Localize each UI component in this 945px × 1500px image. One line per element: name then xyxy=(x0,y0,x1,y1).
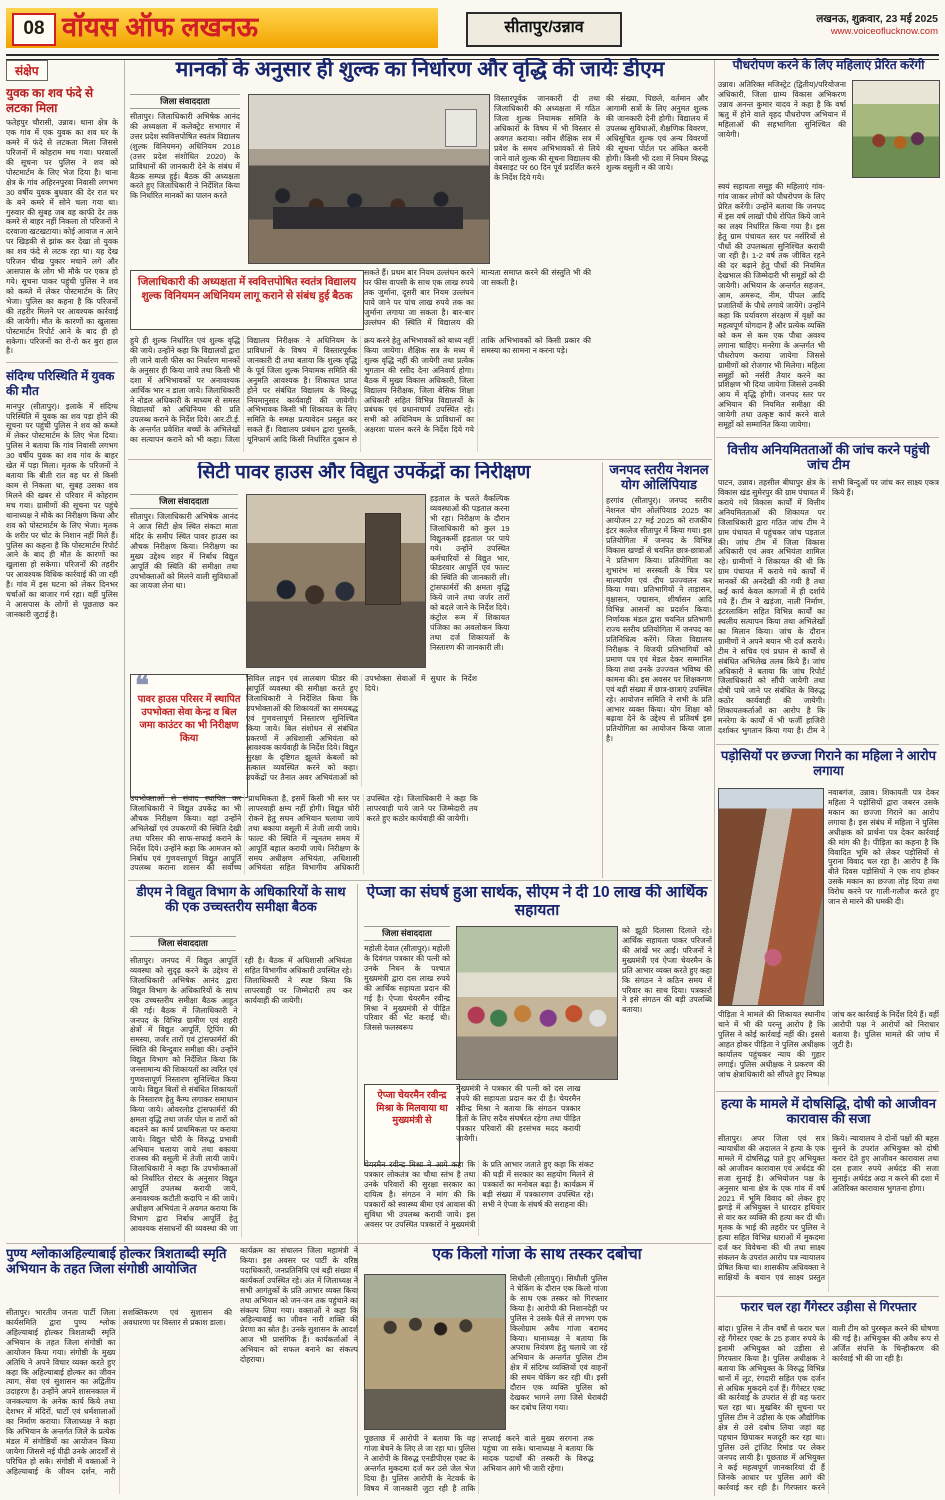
divider xyxy=(602,462,603,878)
plantation-photo xyxy=(852,80,940,178)
story-headline: फरार चल रहा गैंगेस्टर उड़ीसा से गिरफ्तार xyxy=(740,1300,917,1314)
story-body: स्वयं सहायता समूह की महिलाएं गांव-गांव जाकर लोगों को पौधरोपण के लिए प्रेरित करेंगी। उन्होंने बताया कि जनपद में इस वर्ष लाखों पौधे रोपित किये जाने का लक्ष्य निर्धारित किया गया है। इस हेतु ग्राम पंचायत स्तर पर नर्सरियों से पौधों की उपलब्धता सुनिश्चित करायी जा रही है। 1-2 वर्ष तक जीवित रहने की दर बढ़ाने हेतु पौधों की नियमित देखभाल की जिम्मेदारी भी समूहों को दी जायेगी। अभियान के अन्तर्गत सहजन, आम, अमरूद, नीम, पीपल आदि प्रजातियों के पौधे लगाये जायेंगे। उन्होंने कहा कि पर्यावरण संरक्षण में वृक्षों का महत्वपूर्ण योगदान है और प्रत्येक व्यक्ति को कम से कम एक पौधा अवश्य लगाना चाहिए। मनरेगा के अन्तर्गत भी पौधरोपण कराया जायेगा जिससे ग्रामीणों को रोजगार भी मिलेगा। महिला समूहों को नर्सरी तैयार करने का प्रशिक्षण भी दिया जायेगा जिससे उनकी आय में वृद्धि होगी। जनपद स्तर पर अभियान की नियमित समीक्षा की जायेगी तथा उत्कृष्ट कार्य करने वाले समूहों को सम्मानित किया जायेगा। xyxy=(718,182,825,430)
story-fee-regulation xyxy=(128,58,712,456)
story-body: चेयरमैन रवीन्द्र मिश्रा ने आगे कहा कि पत्रकार लोकतंत्र का चौथा स्तंभ है तथा उनके परिवारों की सुरक्षा सरकार का दायित्व है। संगठन ने मांग की कि पत्रकारों को स्वास्थ्य बीमा एवं आवास की सुविधा भी उपलब्ध करायी जाये। इस अवसर पर उपस्थित पत्रकारों ने मुख्यमंत्री के प्रति आभार जताते हुए कहा कि संकट की घड़ी में सरकार का सहयोग मिलने से पत्रकारों का मनोबल बढ़ा है। कार्यक्रम में बड़ी संख्या में पत्रकारगण उपस्थित रहे। सभी ने ऐप्जा के संघर्ष की सराहना की। xyxy=(364,1160,594,1229)
police-arrest-photo xyxy=(364,1274,506,1430)
story-murder-conviction xyxy=(718,1096,939,1294)
story-body: हरगांव (सीतापुर)। जनपद स्तरीय नेशनल योग ओलंपियाड 2025 का आयोजन 27 मई 2025 को राजकीय इंटर कालेज सीतापुर में किया गया। इस प्रतियोगिता में जनपद के विभिन्न विकास खण्डों से चयनित छात्र-छात्राओं ने प्रतिभाग किया। प्रतियोगिता का शुभारंभ मां सरस्वती के चित्र पर माल्यार्पण एवं दीप प्रज्ज्वलन कर किया गया। प्रतिभागियों ने ताड़ासन, वृक्षासन, पद्मासन, शीर्षासन आदि विभिन्न आसनों का प्रदर्शन किया। निर्णायक मंडल द्वारा चयनित प्रतिभागी राज्य स्तरीय प्रतियोगिता में जनपद का प्रतिनिधित्व करेंगे। जिला विद्यालय निरीक्षक ने विजयी प्रतिभागियों को प्रमाण पत्र एवं मेडल देकर सम्मानित किया तथा उनके उज्ज्वल भविष्य की कामना की। इस अवसर पर शिक्षकगण एवं बड़ी संख्या में छात्र-छात्राएं उपस्थित रहे। आयोजन समिति ने सभी के प्रति आभार व्यक्त किया। योग शिक्षा को बढ़ावा देने के उद्देश्य से प्रतिवर्ष इस प्रतियोगिता का आयोजन किया जाता है। xyxy=(606,496,712,744)
brief-body: मानपुर (सीतापुर)। इलाके में संदिग्ध परिस्थिति में युवक का शव पड़ा होने की सूचना पर पहुंची पुलिस ने शव को कब्जे में लेकर पोस्टमार्टम के लिए भेज दिया। पुलिस ने बताया कि गांव निवासी लगभग 30 वर्षीय युवक का शव गांव के बाहर खेत में पड़ा मिला। मृतक के परिजनों ने बताया कि बीती रात वह घर से किसी काम से निकला था, सुबह उसका शव मिलने की खबर से परिवार में कोहराम मच गया। ग्रामीणों की सूचना पर पहुंचे थानाध्यक्ष ने मौके का निरीक्षण किया और शव को पोस्टमार्टम के लिए भेजा। मृतक के शरीर पर चोट के निशान नहीं मिले हैं। पुलिस का कहना है कि पोस्टमार्टम रिपोर्ट आने के बाद ही मौत के कारणों का खुलासा हो सकेगा। परिजनों की तहरीर पर आवश्यक विधिक कार्रवाई की जा रही है। गांव में इस घटना को लेकर दिनभर चर्चाओं का बाजार गर्म रहा। वहीं पुलिस ने आसपास के लोगों से पूछताछ कर जानकारी जुटाई है। xyxy=(6,401,118,619)
story-headline: जनपद स्तरीय नेशनल योग ओलिंपियाड xyxy=(609,462,709,493)
story-column: की संख्या, पिछले, वर्तमान और आगामी सत्रों के लिए अनुमत शुल्क की जानकारी देनी होगी। विद्यालय में उपलब्ध सुविधाओं, शैक्षणिक विवरण, अधिसूचित शुल्क एवं अन्य विवरणों की सूचना पोर्टल पर अंकित करनी होगी। किसी भी दशा में नियम विरुद्ध शुल्क वसूली न की जाये। xyxy=(606,94,708,173)
briefs-column xyxy=(6,60,122,1242)
story-headline: वित्तीय अनियमितताओं की जांच करने पहुंची जांच टीम xyxy=(727,442,930,473)
story-audit-team xyxy=(718,442,939,742)
section-label: सीतापुर/उन्नाव xyxy=(466,12,622,47)
story-body: सीतापुर। जिलाधिकारी अभिषेक आनंद ने आज सिटी क्षेत्र स्थित संकटा माता मंदिर के समीप स्थित पावर हाउस का औचक निरीक्षण किया। निरीक्षण का मुख्य उद्देश्य शहर में निर्बाध विद्युत आपूर्ति की स्थिति की समीक्षा तथा उपभोक्ताओं को मिलने वाली सुविधाओं का जायजा लेना था। xyxy=(130,512,238,591)
date-line: लखनऊ, शुक्रवार, 23 मई 2025 xyxy=(816,13,938,25)
divider xyxy=(716,437,939,438)
story-body: महोली देवात (सीतापुर)। महोली के दिवंगत पत्रकार की पत्नी को उनके निधन के पश्चात मुख्यमंत्री द्वारा दस लाख रुपये की आर्थिक सहायता प्रदान की गई है। ऐप्जा चेयरमैन रवीन्द्र मिश्रा ने मुख्यमंत्री से पीड़ित परिवार की भेंट कराई थी। जिससे फलस्वरूप xyxy=(364,944,450,1033)
story-body: सकते हैं। प्रथम बार नियम उल्लंघन करने पर फीस वापसी के साथ एक लाख रुपये तक जुर्माना, दूसरी बार नियम उल्लंघन पाये जाने पर पांच लाख रुपये तक का जुर्माना लगाया जा सकता है। बार-बार उल्लंघन की स्थिति में विद्यालय की मान्यता समाप्त करने की संस्तुति भी की जा सकती है। xyxy=(364,268,591,327)
story-headline: पुण्य श्लोकाअहिल्याबाई होल्कर त्रिशताब्दी स्मृति अभियान के तहत जिला संगोष्ठी आयोजित xyxy=(6,1246,227,1277)
byline: जिला संवाददाता xyxy=(364,926,450,941)
masthead-date-block xyxy=(690,13,938,37)
story-column: को झूठी दिलासा दिलाते रहे। आर्थिक सहायता पाकर परिजनों की आंखें भर आईं। परिजनों ने मुख्यमंत्री एवं ऐप्जा चेयरमैन के प्रति आभार व्यक्त करते हुए कहा कि संगठन ने कठिन समय में परिवार का साथ दिया। पत्रकारों ने इसे संगठन की बड़ी उपलब्धि बताया। xyxy=(622,926,712,1015)
divider xyxy=(128,459,712,460)
story-column xyxy=(130,494,238,666)
brief-headline: युवक का शव फंदे से लटका मिला xyxy=(6,86,94,115)
story-body: उपभोक्ताओं से संवाद स्थापित कर जिलाधिकारी ने विद्युत उपकेंद्र का भी औचक निरीक्षण किया। वहां उन्होंने अभिलेखों एवं उपकरणों की स्थिति देखी तथा परिसर की साफ-सफाई कराने के निर्देश दिये। उन्होंने कहा कि आमजन को निर्बाध एवं गुणवत्तापूर्ण विद्युत आपूर्ति उपलब्ध कराना शासन की सर्वोच्च प्राथमिकता है, इसमें किसी भी स्तर पर लापरवाही क्षम्य नहीं होगी। विद्युत चोरी रोकने हेतु सघन अभियान चलाया जाये तथा बकाया वसूली में तेजी लायी जाये। फाल्ट की स्थिति में न्यूनतम समय में आपूर्ति बहाल करायी जाये। निरीक्षण के समय अधीक्षण अभियंता, अधिशासी अभियंता सहित विभागीय अधिकारी उपस्थित रहे। जिलाधिकारी ने कहा कि लापरवाही पाये जाने पर जिम्मेदारी तय करते हुए कठोर कार्यवाही की जायेगी। xyxy=(130,794,478,873)
alley-photo xyxy=(718,788,824,1006)
story-yoga-olympiad xyxy=(606,462,712,878)
story-body: सीतापुर। भारतीय जनता पार्टी जिला कार्यसमिति द्वारा पुण्य श्लोक अहिल्याबाई होल्कर त्रिशताब्दी स्मृति अभियान के तहत जिला संगोष्ठी का आयोजन किया गया। संगोष्ठी के मुख्य अतिथि ने अपने विचार व्यक्त करते हुए कहा कि अहिल्याबाई होल्कर का जीवन त्याग, सेवा एवं सुशासन का अद्वितीय उदाहरण है। उन्होंने अपने शासनकाल में जनकल्याण के अनेक कार्य किये तथा देशभर में मंदिरों, घाटों एवं धर्मशालाओं का निर्माण कराया। जिलाध्यक्ष ने कहा कि अभियान के अन्तर्गत जिले के प्रत्येक मंडल में संगोष्ठियों का आयोजन किया जायेगा जिससे नई पीढ़ी उनके आदर्शों से परिचित हो सके। संगोष्ठी में वक्ताओं ने अहिल्याबाई के जीवन दर्शन, नारी सशक्तिकरण एवं सुशासन की अवधारणा पर विस्तार से प्रकाश डाला। xyxy=(6,1308,232,1476)
story-body: सिधौली (सीतापुर)। सिधौली पुलिस ने चेकिंग के दौरान एक किलो गांजा के साथ एक तस्कर को गिरफ्तार किया है। आरोपी की निशानदेही पर पुलिस ने उसके थैले से लगभग एक किलोग्राम अवैध गांजा बरामद किया। थानाध्यक्ष ने बताया कि अपराध नियंत्रण हेतु चलाये जा रहे अभियान के अन्तर्गत पुलिस टीम क्षेत्र में संदिग्ध व्यक्तियों एवं वाहनों की सघन चेकिंग कर रही थी। इसी दौरान एक व्यक्ति पुलिस को देखकर भागने लगा जिसे घेराबंदी कर दबोच लिया गया। xyxy=(510,1274,608,1412)
divider xyxy=(716,1296,939,1297)
story-column: नवाबगंज, उन्नाव। शिकायती पत्र देकर महिला ने पड़ोसियों द्वारा जबरन उसके मकान का छज्जा गिराने का आरोप लगाया है। इस संबंध में महिला ने पुलिस अधीक्षक को प्रार्थना पत्र देकर कार्रवाई की मांग की है। पीड़िता का कहना है कि विवादित भूमि को लेकर पड़ोसियों से पुराना विवाद चल रहा है। आरोप है कि बीते दिवस पड़ोसियों ने एक राय होकर उसके मकान का छज्जा तोड़ दिया तथा विरोध करने पर गाली-गलौज करते हुए जान से मारने की धमकी दी। xyxy=(828,788,939,907)
story-subhead-box: जिलाधिकारी की अध्यक्षता में स्ववित्तपोषित स्वतंत्र विद्यालय शुल्क विनियमन अधिनियम लागू कराने से संबंध हुई बैठक xyxy=(130,270,364,330)
story-intro: उन्नाव। अतिरिक्त मजिस्ट्रेट (द्वितीय)/परियोजना अधिकारी, जिला ग्राम्य विकास अभिकरण उन्नाव अनन्त कुमार यादव ने कहा है कि वर्षा ऋतु में होने वाले वृहद पौधरोपण अभियान में महिलाओं की सहभागिता सुनिश्चित की जायेगी। xyxy=(718,80,846,139)
divider xyxy=(128,880,712,881)
story-powerhouse-inspection xyxy=(128,462,600,878)
story-ahilyabai-seminar xyxy=(6,1246,358,1496)
story-body: सीतापुर। जिलाधिकारी अभिषेक आनंद की अध्यक्षता में कलेक्ट्रेट सभागार में उत्तर प्रदेश स्ववित्तपोषित स्वतंत्र विद्यालय (शुल्क विनियमन) अधिनियम 2018 (उत्तर प्रदेश संशोधित 2020) के प्राविधानों की जानकारी देने के संबंध में बैठक सम्पन्न हुई। बैठक की अध्यक्षता करते हुए जिलाधिकारी ने निर्देशित किया कि निर्धारित मानकों का पालन करते xyxy=(130,112,240,201)
story-apja-cm-aid xyxy=(362,884,712,1240)
inspection-photo xyxy=(246,494,426,668)
story-column xyxy=(364,926,450,1078)
story-subhead-box: ऐप्जा चेयरमैन रवीन्द्र मिश्रा के मिलवाया था मुख्यमंत्री से xyxy=(364,1084,460,1166)
story-body: पीड़िता ने मामले की शिकायत स्थानीय थाने में भी की परन्तु आरोप है कि पुलिस ने कोई कार्रवाई नहीं की। इससे आहत होकर पीड़िता ने पुलिस अधीक्षक कार्यालय पहुंचकर न्याय की गुहार लगाई। पुलिस अधीक्षक ने प्रकरण की जांच क्षेत्राधिकारी को सौंपते हुए निष्पक्ष जांच कर कार्रवाई के निर्देश दिये हैं। वहीं आरोपी पक्ष ने आरोपों को निराधार बताया है। पुलिस मामले की जांच में जुटी है। xyxy=(718,1010,939,1079)
story-headline: हत्या के मामले में दोषसिद्धि, दोषी को आजीवन कारावास की सजा xyxy=(721,1096,936,1127)
story-body: पूछताछ में आरोपी ने बताया कि वह गांजा बेचने के लिए ले जा रहा था। पुलिस ने आरोपी के विरुद्ध एनडीपीएस एक्ट के अन्तर्गत मुकदमा दर्ज कर उसे जेल भेज दिया है। पुलिस आरोपी के नेटवर्क के विषय में जानकारी जुटा रही है ताकि सप्लाई करने वाले मुख्य सरगना तक पहुंचा जा सके। थानाध्यक्ष ने बताया कि मादक पदार्थों की तस्करी के विरुद्ध अभियान आगे भी जारी रहेगा। xyxy=(364,1434,594,1493)
story-column: विस्तारपूर्वक जानकारी दी तथा जिलाधिकारी की अध्यक्षता में गठित जिला शुल्क नियामक समिति के अधिकारों के विषय में भी विस्तार से अवगत कराया। नवीन शैक्षिक सत्र में प्रवेश के समय अभिभावकों से लिये जाने वाले शुल्क की सूचना विद्यालय की वेबसाइट पर 60 दिन पूर्व प्रदर्शित करने के निर्देश दिये गये। xyxy=(494,94,600,183)
story-column: हड़ताल के चलते वैकल्पिक व्यवस्थाओं की पड़ताल करना भी रहा। निरीक्षण के दौरान जिलाधिकारी को कुल 19 विद्युतकर्मी हड़ताल पर पाये गये। उन्होंने उपस्थित कर्मचारियों से विद्युत भार, फीडरवार आपूर्ति एवं फाल्ट की स्थिति की जानकारी ली। ट्रांसफार्मरों की क्षमता वृद्धि किये जाने तथा जर्जर तारों को बदले जाने के निर्देश दिये। कंट्रोल रूम में शिकायत पंजिका का अवलोकन किया तथा दर्ज शिकायतों के निस्तारण की जानकारी ली। xyxy=(430,494,510,652)
paper-name: वॉयस ऑफ लखनऊ xyxy=(62,12,258,42)
divider xyxy=(124,60,125,1242)
story-headline: पौधरोपण करने के लिए महिलाएं प्रेरित करेंगी xyxy=(732,58,925,72)
divider xyxy=(716,744,939,745)
divider xyxy=(716,1091,939,1092)
story-headline: ऐप्जा का संघर्ष हुआ सार्थक, सीएम ने दी 10 लाख की आर्थिक सहायता xyxy=(366,884,708,919)
brief-headline: संदिग्ध परिस्थिति में युवक की मौत xyxy=(6,369,115,398)
byline: जिला संवाददाता xyxy=(130,494,238,509)
meeting-photo xyxy=(248,94,490,264)
byline: जिला संवाददाता xyxy=(130,936,236,951)
brief-body: फतेहपुर चौरासी, उन्नाव। थाना क्षेत्र के एक गांव में एक युवक का शव घर के कमरे में फंदे से लटकता मिला जिससे परिजनों में कोहराम मच गया। घरवालों की सूचना पर पुलिस ने शव को पोस्टमार्टम के लिए भेज दिया है। थाना क्षेत्र के गांव अहिरनपुरवा निवासी लगभग 30 वर्षीय युवक बुधवार की देर रात घर के बने कमरे में सोने चला गया था। गुरुवार की सुबह जब वह काफी देर तक कमरे से बाहर नहीं निकला तो परिजनों ने दरवाजा खटखटाया। कोई आवाज न आने पर खिड़की से झांक कर देखा तो युवक का शव फंदे से लटक रहा था। यह देख परिजन चीख पुकार मचाने लगे और आसपास के लोग भी मौके पर एकत्र हो गये। सूचना पाकर पहुंची पुलिस ने शव को कब्जे में लेकर पोस्टमार्टम के लिए भेजा। पुलिस का कहना है कि परिजनों की तहरीर मिलने पर आवश्यक कार्रवाई की जायेगी। मौत के कारणों का खुलासा पोस्टमार्टम रिपोर्ट आने के बाद ही हो सकेगा। परिजनों का रो-रो कर बुरा हाल है। xyxy=(6,118,118,356)
story-headline: मानकों के अनुसार ही शुल्क का निर्धारण और वृद्धि की जायेः डीएम xyxy=(175,58,665,81)
pull-quote-box xyxy=(130,674,248,798)
cm-meeting-photo xyxy=(456,926,618,1080)
photo-detail xyxy=(445,109,477,147)
page-number: 08 xyxy=(12,13,56,46)
photo-detail xyxy=(365,513,401,605)
story-headline: डीएम ने विद्युत विभाग के अधिकारियों के साथ की एक उच्चस्तरीय समीक्षा बैठक xyxy=(136,884,346,915)
story-body: बांदा। पुलिस ने तीन वर्षों से फरार चल रहे गैंगेस्टर एक्ट के 25 हजार रुपये के इनामी अभियुक्त को उड़ीसा से गिरफ्तार किया है। पुलिस अधीक्षक ने बताया कि अभियुक्त के विरुद्ध विभिन्न थानों में लूट, रंगदारी सहित एक दर्जन से अधिक मुकदमे दर्ज हैं। गैंगेस्टर एक्ट की कार्रवाई के उपरांत से ही वह फरार चल रहा था। मुखबिर की सूचना पर पुलिस टीम ने उड़ीसा के एक औद्योगिक क्षेत्र से उसे दबोच लिया जहां वह पहचान छिपाकर मजदूरी कर रहा था। पुलिस उसे ट्रांजिट रिमांड पर लेकर जनपद लायी है। पूछताछ में अभियुक्त ने कई महत्वपूर्ण जानकारियां दी हैं जिनके आधार पर पुलिस आगे की कार्रवाई कर रही है। गिरफ्तार करने वाली टीम को पुरस्कृत करने की घोषणा की गई है। अभियुक्त की अवैध रूप से अर्जित संपत्ति के चिन्हीकरण की कार्रवाई भी की जा रही है। xyxy=(718,1324,939,1492)
briefs-header: संक्षेप xyxy=(6,60,48,81)
story-body: पाटन, उन्नाव। तहसील बीघापुर क्षेत्र के विकास खंड सुमेरपुर की ग्राम पंचायत में कराये गये विकास कार्यों में वित्तीय अनियमितताओं की शिकायत पर जिलाधिकारी द्वारा गठित जांच टीम ने ग्राम पंचायत में पहुंचकर जांच पड़ताल की। जांच टीम में जिला विकास अधिकारी एवं अवर अभियंता शामिल रहे। ग्रामीणों ने शिकायत की थी कि ग्राम पंचायत में कराये गये कार्यों में मानकों की अनदेखी की गयी है तथा कई कार्य केवल कागजों में ही दर्शाये गये हैं। टीम ने खड़ंजा, नाली निर्माण, इंटरलाकिंग सहित विभिन्न कार्यों का स्थलीय सत्यापन किया तथा अभिलेखों का मिलान किया। जांच के दौरान ग्रामीणों ने अपने बयान भी दर्ज कराये। टीम ने सचिव एवं प्रधान से कार्यों से संबंधित अभिलेख तलब किये हैं। जांच अधिकारी ने बताया कि जांच रिपोर्ट जिलाधिकारी को सौंपी जायेगी तथा दोषी पाये जाने पर संबंधित के विरुद्ध कठोर कार्यवाही की जायेगी। शिकायतकर्ताओं का आरोप है कि मनरेगा के कार्यों में भी फर्जी हाजिरी दर्शाकर भुगतान किया गया है। टीम ने सभी बिन्दुओं पर जांच कर साक्ष्य एकत्र किये हैं। xyxy=(718,478,939,736)
story-column xyxy=(130,94,240,264)
story-headline: एक किलो गांजा के साथ तस्कर दबोचा xyxy=(432,1246,642,1263)
story-gangster-arrest xyxy=(718,1300,939,1496)
divider xyxy=(714,60,715,1496)
story-plantation-drive xyxy=(718,58,939,436)
divider xyxy=(6,362,118,363)
story-body: सिविल लाइन एवं लालबाग फीडर की आपूर्ति व्यवस्था की समीक्षा करते हुए जिलाधिकारी ने निर्देशित किया कि उपभोक्ताओं की शिकायतों का समयबद्ध एवं गुणवत्तापूर्ण निस्तारण सुनिश्चित किया जाये। बिल संशोधन से संबंधित प्रकरणों में अधिशासी अभियंता को आवश्यक कार्यवाही के निर्देश दिये। विद्युत सुरक्षा के दृष्टिगत झूलते केबलों को तत्काल व्यवस्थित करने को कहा। उपकेंद्रों पर तैनात अवर अभियंताओं को उपभोक्ता सेवाओं में सुधार के निर्देश दिये। xyxy=(246,674,477,783)
pull-quote-text: पावर हाउस परिसर में स्थापित उपभोक्ता सेवा केन्द्र व बिल जमा काउंटर का भी निरीक्षण किया xyxy=(137,694,241,744)
story-chhajja-complaint xyxy=(718,748,939,1088)
story-headline: पड़ोसियों पर छज्जा गिराने का महिला ने आरोप लगाया xyxy=(720,748,937,779)
byline: जिला संवाददाता xyxy=(130,94,240,109)
story-body: सीतापुर। जनपद में विद्युत आपूर्ति व्यवस्था को सुदृढ़ करने के उद्देश्य से जिलाधिकारी अभिषेक आनंद द्वारा विद्युत विभाग के अधिकारियों के साथ एक उच्चस्तरीय समीक्षा बैठक आहूत की गई। बैठक में जिलाधिकारी ने जनपद के विभिन्न ग्रामीण एवं शहरी क्षेत्रों में विद्युत आपूर्ति, ट्रिपिंग की समस्या, जर्जर तारों एवं ट्रांसफार्मरों की स्थिति की बिन्दुवार समीक्षा की। उन्होंने विद्युत विभाग को निर्देशित किया कि जनसामान्य की शिकायतों का त्वरित एवं गुणवत्तापूर्ण निस्तारण सुनिश्चित किया जाये। विद्युत बिलों से संबंधित शिकायतों के निस्तारण हेतु कैम्प लगाकर समाधान किया जाये। ओवरलोड ट्रांसफार्मरों की क्षमता वृद्धि तथा जर्जर पोल व तारों को बदलने का कार्य प्राथमिकता पर कराया जाये। विद्युत चोरी के विरुद्ध प्रभावी अभियान चलाया जाये तथा बकाया राजस्व की वसूली में तेजी लायी जाये। जिलाधिकारी ने कहा कि उपभोक्ताओं को निर्धारित रोस्टर के अनुसार विद्युत आपूर्ति उपलब्ध करायी जाये, अनावश्यक कटौती कदापि न की जाये। अधीक्षण अभियंता ने अवगत कराया कि विभाग द्वारा निर्बाध आपूर्ति हेतु आवश्यक संसाधनों की व्यवस्था की जा रही है। बैठक में अधिशासी अभियंता सहित विभागीय अधिकारी उपस्थित रहे। जिलाधिकारी ने स्पष्ट किया कि लापरवाही पर जिम्मेदारी तय कर कार्यवाही की जायेगी। xyxy=(130,956,352,1233)
story-body: मुख्यमंत्री ने पत्रकार की पत्नी को दस लाख रुपये की सहायता प्रदान कर दी है। चेयरमैन रवीन्द्र मिश्रा ने बताया कि संगठन पत्रकार हितों के लिए सदैव संघर्षरत रहेगा तथा पीड़ित पत्रकार परिवारों की हरसंभव मदद करायी जायेगी। xyxy=(456,1084,581,1143)
story-body: सीतापुर। अपर जिला एवं सत्र न्यायाधीश की अदालत ने हत्या के एक मामले में दोषसिद्ध पाते हुए अभियुक्त को आजीवन कारावास एवं अर्थदंड की सजा सुनाई है। अभियोजन पक्ष के अनुसार थाना क्षेत्र के एक गांव में वर्ष 2021 में भूमि विवाद को लेकर हुए झगड़े में अभियुक्त ने धारदार हथियार से वार कर व्यक्ति की हत्या कर दी थी। मृतक के भाई की तहरीर पर पुलिस ने हत्या सहित विभिन्न धाराओं में मुकदमा दर्ज कर विवेचना की थी तथा साक्ष्य संकलन के उपरांत आरोप पत्र न्यायालय प्रेषित किया था। शासकीय अधिवक्ता ने साक्षियों के बयान एवं साक्ष्य प्रस्तुत किये। न्यायालय ने दोनों पक्षों की बहस सुनने के उपरांत अभियुक्त को दोषी करार देते हुए आजीवन कारावास तथा दस हजार रुपये अर्थदंड की सजा सुनाई। अर्थदंड अदा न करने की दशा में अतिरिक्त कारावास भुगतना होगा। xyxy=(718,1134,939,1282)
website-url: www.voiceoflucknow.com xyxy=(830,26,938,38)
story-ganja-arrest xyxy=(362,1246,712,1496)
divider xyxy=(6,1243,712,1244)
quote-icon: ❝ xyxy=(135,674,149,700)
story-dm-review-meeting xyxy=(128,884,354,1240)
photo-detail xyxy=(273,207,463,229)
story-headline: सिटी पावर हाउस और विद्युत उपकेंद्रों का निरीक्षण xyxy=(197,462,531,483)
story-body: हुये ही शुल्क निर्धारित एवं शुल्क वृद्धि की जाये। उन्होंने कहा कि विद्यालयों द्वारा ली जाने वाली फीस का निर्धारण मानकों के अनुसार ही किया जाये तथा किसी भी दशा में अभिभावकों पर अनावश्यक आर्थिक भार न डाला जाये। जिलाधिकारी ने नोडल अधिकारी के माध्यम से समस्त विद्यालयों को अधिनियम की प्रति उपलब्ध कराने के निर्देश दिये। आर.टी.ई. के अन्तर्गत प्रवेशित बच्चों के अभिलेखों का सत्यापन कराने को भी कहा। जिला विद्यालय निरीक्षक ने अधिनियम के प्राविधानों के विषय में विस्तारपूर्वक जानकारी दी तथा बताया कि शुल्क वृद्धि के पूर्व जिला शुल्क नियामक समिति की अनुमति आवश्यक है। शिकायत प्राप्त होने पर संबंधित विद्यालय के विरुद्ध नियमानुसार कार्यवाही की जायेगी। अभिभावक किसी भी शिकायत के लिए समिति के समक्ष प्रत्यावेदन प्रस्तुत कर सकते हैं। विद्यालय प्रबंधन द्वारा पुस्तकें, यूनिफार्म आदि किसी निर्धारित दुकान से क्रय करने हेतु अभिभावकों को बाध्य नहीं किया जायेगा। शैक्षिक सत्र के मध्य में शुल्क वृद्धि नहीं की जायेगी तथा प्रत्येक भुगतान की रसीद देना अनिवार्य होगा। बैठक में मुख्य विकास अधिकारी, जिला विद्यालय निरीक्षक, जिला बेसिक शिक्षा अधिकारी सहित विभिन्न विद्यालयों के प्रबंधक एवं प्रधानाचार्य उपस्थित रहे। सभी को अधिनियम के प्राविधानों का अक्षरशः पालन करने के निर्देश दिये गये ताकि अभिभावकों को किसी प्रकार की समस्या का सामना न करना पड़े। xyxy=(130,336,591,445)
story-column: कार्यक्रम का संचालन जिला महामंत्री ने किया। इस अवसर पर पार्टी के वरिष्ठ पदाधिकारी, जनप्रतिनिधि एवं बड़ी संख्या में कार्यकर्ता उपस्थित रहे। अंत में जिलाध्यक्ष ने सभी आगंतुकों के प्रति आभार व्यक्त किया तथा अभियान को जन-जन तक पहुंचाने का संकल्प लिया गया। वक्ताओं ने कहा कि अहिल्याबाई का जीवन नारी शक्ति की प्रेरणा का स्रोत है। उनके सुशासन के आदर्श आज भी प्रासंगिक हैं। कार्यकर्ताओं ने अभियान को सफल बनाने का संकल्प दोहराया। xyxy=(240,1246,358,1365)
